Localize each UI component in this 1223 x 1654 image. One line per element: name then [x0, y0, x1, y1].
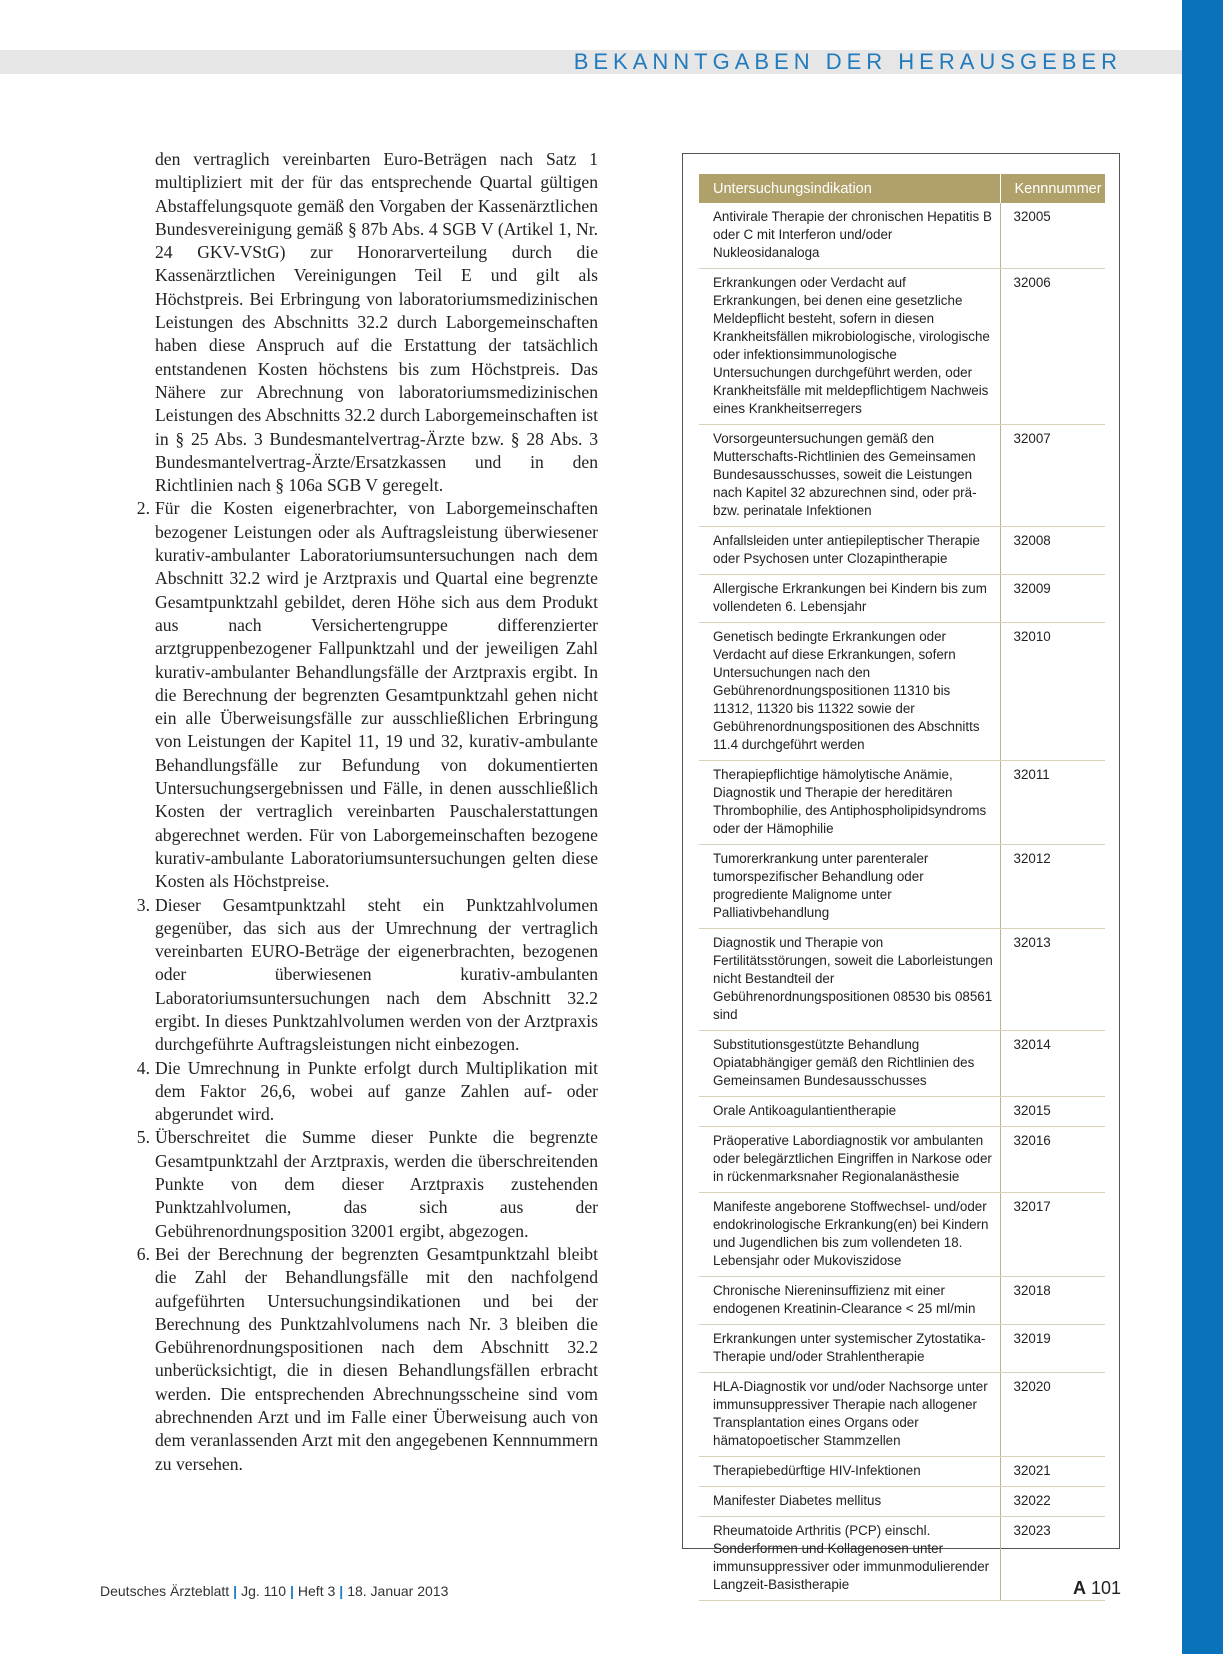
- row-code: 32015: [1000, 1097, 1105, 1127]
- right-color-bar: [1182, 0, 1223, 1654]
- row-code: 32010: [1000, 623, 1105, 761]
- list-item-text: Überschreitet die Summe dieser Punkte die begrenzte Gesamtpunktzahl der Arztpraxis, werden die überschreitenden Punkte von dem dieser Arztpraxis zustehenden Punktzahlvolumen, das sich aus der Gebührenordnungsposition 32001 ergibt, abgezogen.: [155, 1127, 598, 1241]
- table-row: [699, 269, 1105, 425]
- table-row: [699, 1517, 1105, 1601]
- row-indication: Antivirale Therapie der chronischen Hepatitis B oder C mit Interferon und/oder Nukleosidanaloga: [699, 203, 1000, 269]
- page-number-value: 101: [1090, 1578, 1121, 1598]
- row-indication: Erkrankungen unter systemischer Zytostatika-Therapie und/oder Strahlentherapie: [699, 1325, 1000, 1373]
- row-indication: Substitutionsgestützte Behandlung Opiatabhängiger gemäß den Richtlinien des Gemeinsamen Bundesausschusses: [699, 1031, 1000, 1097]
- footer-separator: |: [339, 1583, 344, 1599]
- row-indication: Rheumatoide Arthritis (PCP) einschl. Sonderformen und Kollagenosen unter immunsuppressiver oder immunmodulierender Langzeit-Basistherapie: [699, 1517, 1000, 1601]
- body-text-column: [128, 148, 598, 1476]
- footer: [100, 1583, 448, 1599]
- row-indication: HLA-Diagnostik vor und/oder Nachsorge unter immunsuppressiver Therapie nach allogener Transplantation eines Organs oder hämatopoetischer Stammzellen: [699, 1373, 1000, 1457]
- list-item-text: Bei der Berechnung der begrenzten Gesamtpunktzahl bleibt die Zahl der Behandlungsfälle mit den nachfolgend aufgeführten Untersuchungsindikationen und bei der Berechnung des Punktzahlvolumens nach Nr. 3 bleiben die Gebührenordnungspositionen nach dem Abschnitt 32.2 unberücksichtigt, die in diesen Behandlungsfällen erbracht werden. Die entsprechenden Abrechnungsscheine sind vom abrechnenden Arzt und im Falle einer Überweisung auch von dem veranlassenden Arzt mit den angegebenen Kennnummern zu versehen.: [155, 1243, 598, 1474]
- row-code: 32022: [1000, 1487, 1105, 1517]
- journal-name: Deutsches Ärzteblatt: [100, 1583, 230, 1599]
- list-item: [128, 497, 598, 893]
- row-indication: Präoperative Labordiagnostik vor ambulanten oder belegärztlichen Eingriffen in Narkose oder in rückenmarksnaher Regionalanästhesie: [699, 1127, 1000, 1193]
- list-item: [128, 1057, 598, 1127]
- row-code: 32007: [1000, 425, 1105, 527]
- page-number: [1073, 1578, 1121, 1599]
- row-code: 32021: [1000, 1457, 1105, 1487]
- table-row: [699, 1487, 1105, 1517]
- row-indication: Therapiepflichtige hämolytische Anämie, Diagnostik und Therapie der hereditären Thrombophilie, des Antiphospholipidsyndroms oder der Hämophilie: [699, 761, 1000, 845]
- row-code: 32008: [1000, 527, 1105, 575]
- row-code: 32017: [1000, 1193, 1105, 1277]
- row-code: 32011: [1000, 761, 1105, 845]
- row-code: 32019: [1000, 1325, 1105, 1373]
- list-item: [128, 1243, 598, 1476]
- lead-paragraph: den vertraglich vereinbarten Euro-Beträgen nach Satz 1 multipliziert mit der für das entsprechende Quartal gültigen Abstaffelungsquote gemäß den Vorgaben der Kassenärztlichen Bundesvereinigung gemäß § 87b Abs. 4 SGB V (Artikel 1, Nr. 24 GKV-VStG) zur Honorarverteilung durch die Kassenärztlichen Vereinigungen Teil E und gilt als Höchstpreis. Bei Erbringung von laboratoriumsmedizinischen Leistungen des Abschnitts 32.2 durch Laborgemeinschaften haben diese Anspruch auf die Erstattung der tatsächlich entstandenen Kosten höchstens bis zum Höchstpreis. Das Nähere zur Abrechnung von laboratoriumsmedizinischen Leistungen des Abschnitts 32.2 durch Laborgemeinschaften ist in § 25 Abs. 3 Bundesmantelvertrag-Ärzte bzw. § 28 Abs. 3 Bundesmantelvertrag-Ärzte/Ersatzkassen und in den Richtlinien nach § 106a SGB V geregelt.: [155, 149, 598, 496]
- table-row: [699, 761, 1105, 845]
- table-row: [699, 1373, 1105, 1457]
- list-item-text: Für die Kosten eigenerbrachter, von Laborgemeinschaften bezogener Leistungen oder als Auftragsleistung überwiesener kurativ-ambulanter Laboratoriumsuntersuchungen nach dem Abschnitt 32.2 wird je Arztpraxis und Quartal eine begrenzte Gesamtpunktzahl gebildet, deren Höhe sich aus dem Produkt aus nach Versichertengruppe differenzierter arztgruppenbezogener Fallpunktzahl und der jeweiligen Zahl kurativ-ambulanter Behandlungsfälle der Arztpraxis ergibt. In die Berechnung der begrenzten Gesamtpunktzahl gehen nicht ein alle Überweisungsfälle zur ausschließlichen Erbringung von Leistungen der Kapitel 11, 19 und 32, kurativ-ambulante Behandlungsfälle zur Befundung von dokumentierten Untersuchungsergebnissen und Fälle, in denen ausschließlich Kosten der vertraglich vereinbarten Pauschalerstattungen abgerechnet werden. Für von Laborgemeinschaften bezogene kurativ-ambulante Laboratoriumsuntersuchungen gelten diese Kosten als Höchstpreise.: [155, 498, 598, 892]
- table-row: [699, 1325, 1105, 1373]
- list-item-text: Dieser Gesamtpunktzahl steht ein Punktzahlvolumen gegenüber, das sich aus der Umrechnung der vertraglich vereinbarten EURO-Beträge der eigenerbrachten, bezogenen oder überwiesenen kurativ-ambulanten Laboratoriumsuntersuchungen nach dem Abschnitt 32.2 ergibt. In dieses Punktzahlvolumen werden von der Arztpraxis durchgeführte Auftragsleistungen nicht einbezogen.: [155, 894, 598, 1055]
- table-row: [699, 1193, 1105, 1277]
- row-code: 32009: [1000, 575, 1105, 623]
- table-row: [699, 1031, 1105, 1097]
- table-row: [699, 845, 1105, 929]
- journal-issue: Heft 3: [297, 1583, 336, 1599]
- table-row: [699, 1097, 1105, 1127]
- row-indication: Therapiebedürftige HIV-Infektionen: [699, 1457, 1000, 1487]
- row-code: 32006: [1000, 269, 1105, 425]
- table-row: [699, 575, 1105, 623]
- row-indication: Manifester Diabetes mellitus: [699, 1487, 1000, 1517]
- row-indication: Vorsorgeuntersuchungen gemäß den Mutterschafts-Richtlinien des Gemeinsamen Bundesausschusses, soweit die Leistungen nach Kapitel 32 abzurechnen sind, oder prä- bzw. perinatale Infektionen: [699, 425, 1000, 527]
- table-row: [699, 203, 1105, 269]
- table-body: [699, 203, 1105, 1601]
- list-item-number: 3.: [136, 894, 150, 915]
- journal-volume: Jg. 110: [241, 1583, 286, 1599]
- row-indication: Orale Antikoagulantientherapie: [699, 1097, 1000, 1127]
- row-code: 32005: [1000, 203, 1105, 269]
- row-indication: Chronische Niereninsuffizienz mit einer endogenen Kreatinin-Clearance < 25 ml/min: [699, 1277, 1000, 1325]
- numbered-list: [128, 497, 598, 1475]
- table-row: [699, 929, 1105, 1031]
- table-row: [699, 425, 1105, 527]
- row-indication: Manifeste angeborene Stoffwechsel- und/oder endokrinologische Erkrankung(en) bei Kindern und Jugendlichen bis zum vollendeten 18. Lebensjahr oder Mukoviszidose: [699, 1193, 1000, 1277]
- row-code: 32012: [1000, 845, 1105, 929]
- row-indication: Genetisch bedingte Erkrankungen oder Verdacht auf diese Erkrankungen, sofern Untersuchungen nach den Gebührenordnungspositionen 11310 bis 11312, 11320 bis 11322 sowie der Gebührenordnungspositionen des Abschnitts 11.4 durchgeführt werden: [699, 623, 1000, 761]
- journal-date: 18. Januar 2013: [347, 1583, 449, 1599]
- row-indication: Tumorerkrankung unter parenteraler tumorspezifischer Behandlung oder progrediente Malignome unter Palliativbehandlung: [699, 845, 1000, 929]
- table-row: [699, 623, 1105, 761]
- list-item-number: 6.: [136, 1243, 150, 1264]
- row-code: 32020: [1000, 1373, 1105, 1457]
- section-title: BEKANNTGABEN DER HERAUSGEBER: [573, 49, 1122, 74]
- table-row: [699, 1457, 1105, 1487]
- table-row: [699, 1277, 1105, 1325]
- table-header-row: [699, 174, 1105, 203]
- footer-separator: |: [289, 1583, 294, 1599]
- table-row: [699, 527, 1105, 575]
- footer-separator: |: [233, 1583, 238, 1599]
- header-indication: Untersuchungsindikation: [699, 174, 1000, 203]
- row-code: 32014: [1000, 1031, 1105, 1097]
- row-code: 32023: [1000, 1517, 1105, 1601]
- header-code: Kennnummer: [1000, 174, 1105, 203]
- list-item: [128, 894, 598, 1057]
- indication-table: [699, 174, 1105, 1601]
- list-item-number: 4.: [136, 1057, 150, 1078]
- row-indication: Allergische Erkrankungen bei Kindern bis zum vollendeten 6. Lebensjahr: [699, 575, 1000, 623]
- list-item-number: 2.: [136, 498, 150, 519]
- row-indication: Anfallsleiden unter antiepileptischer Therapie oder Psychosen unter Clozapintherapie: [699, 527, 1000, 575]
- table-row: [699, 1127, 1105, 1193]
- row-indication: Diagnostik und Therapie von Fertilitätsstörungen, soweit die Laborleistungen nicht Bestandteil der Gebührenordnungspositionen 08530 bis 08561 sind: [699, 929, 1000, 1031]
- row-code: 32016: [1000, 1127, 1105, 1193]
- list-item: [128, 1126, 598, 1242]
- row-indication: Erkrankungen oder Verdacht auf Erkrankungen, bei denen eine gesetzliche Meldepflicht besteht, sofern in diesen Krankheitsfällen mikrobiologische, virologische oder infektionsimmunologische Untersuchungen durchgeführt werden, oder Krankheitsfälle mit meldepflichtigem Nachweis eines Krankheitserregers: [699, 269, 1000, 425]
- row-code: 32013: [1000, 929, 1105, 1031]
- row-code: 32018: [1000, 1277, 1105, 1325]
- list-item-number: 5.: [136, 1127, 150, 1148]
- list-item-text: Die Umrechnung in Punkte erfolgt durch Multiplikation mit dem Faktor 26,6, wobei auf ganze Zahlen auf- oder abgerundet wird.: [155, 1057, 598, 1125]
- page-prefix: A: [1072, 1578, 1086, 1598]
